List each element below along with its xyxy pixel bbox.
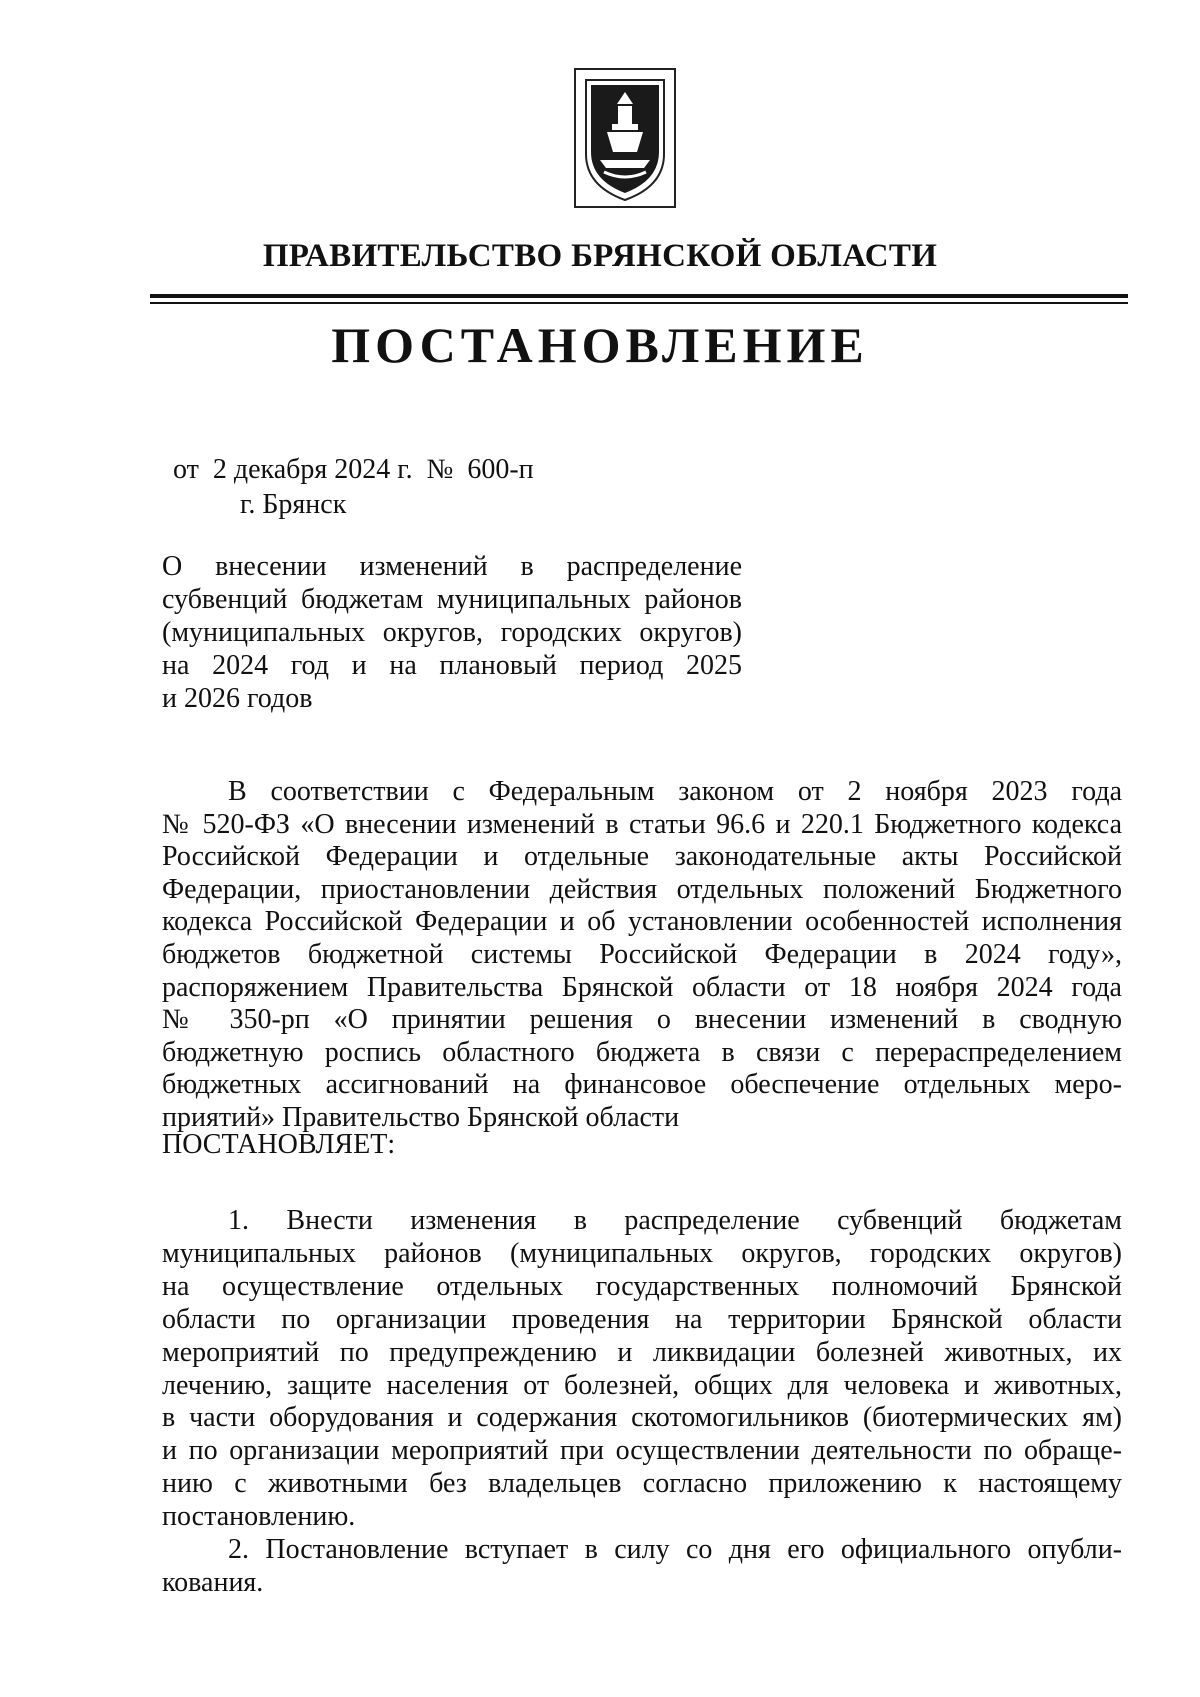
preamble-line: приятий» Правительство Брянской области [162, 1101, 680, 1133]
item-line: на осуществление отдельных государственных полномочий Брянской [162, 1270, 1122, 1302]
subject-line: О внесении изменений в распределение [162, 551, 742, 582]
item-line: кования. [162, 1566, 264, 1598]
preamble-line: Российской Федерации и отдельные законодательные акты Российской [162, 841, 1122, 873]
preamble-line: бюджетную роспись областного бюджета в связи с перераспределением [162, 1036, 1122, 1068]
subject-line: (муниципальных округов, городских округов) [162, 617, 742, 648]
preamble-line: № 520-ФЗ «О внесении изменений в статьи 96.6 и 220.1 Бюджетного кодекса [162, 808, 1122, 840]
item-line: и по организации мероприятий при осуществлении деятельности по обраще- [162, 1435, 1122, 1467]
document-subject [162, 550, 742, 715]
coat-of-arms-emblem [574, 68, 676, 208]
preamble-line: № 350-рп «О принятии решения о внесении изменений в сводную [162, 1004, 1122, 1036]
item-line: постановлению. [162, 1501, 356, 1533]
item-line: области по организации проведения на территории Брянской области [162, 1303, 1122, 1335]
preamble-paragraph [162, 776, 1122, 1135]
subject-line: субвенций бюджетам муниципальных районов [162, 584, 742, 615]
decree-word: ПОСТАНОВЛЯЕТ: [162, 1129, 396, 1160]
preamble-line: бюджетных ассигнований на финансовое обеспечение отдельных меро- [162, 1069, 1122, 1101]
document-type-title: ПОСТАНОВЛЕНИЕ [331, 317, 869, 373]
preamble-line: В соответствии с Федеральным законом от 2 ноября 2023 года [228, 776, 1122, 807]
item-line: 1. Внести изменения в распределение субвенций бюджетам [228, 1205, 1122, 1236]
subject-line: и 2026 годов [162, 683, 313, 714]
preamble-line: Федерации, приостановлении действия отдельных положений Бюджетного [162, 873, 1122, 905]
subject-line: на 2024 год и на плановый период 2025 [162, 650, 742, 681]
item-line: мероприятий по предупреждению и ликвидации болезней животных, их [162, 1336, 1122, 1368]
item-line: в части оборудования и содержания скотомогильников (биотермических ям) [162, 1402, 1122, 1434]
item-line: 2. Постановление вступает в силу со дня его официального опубли- [228, 1534, 1122, 1566]
header-rule-thin [150, 302, 1128, 304]
preamble-line: кодекса Российской Федерации и об установлении особенностей исполнения [162, 906, 1122, 938]
document-date-number: от 2 декабря 2024 г. № 600-п [173, 454, 534, 485]
preamble-line: бюджетов бюджетной системы Российской Федерации в 2024 году», [162, 938, 1122, 970]
resolution-items [162, 1205, 1122, 1600]
item-line: муниципальных районов (муниципальных округов, городских округов) [162, 1237, 1122, 1269]
preamble-line: распоряжением Правительства Брянской области от 18 ноября 2024 года [162, 971, 1122, 1003]
document-city: г. Брянск [240, 489, 347, 520]
header-rule-thick [150, 294, 1128, 298]
item-line: нию с животными без владельцев согласно приложению к настоящему [162, 1468, 1122, 1500]
organization-title: ПРАВИТЕЛЬСТВО БРЯНСКОЙ ОБЛАСТИ [262, 238, 938, 274]
item-line: лечению, защите населения от болезней, общих для человека и животных, [162, 1369, 1122, 1401]
